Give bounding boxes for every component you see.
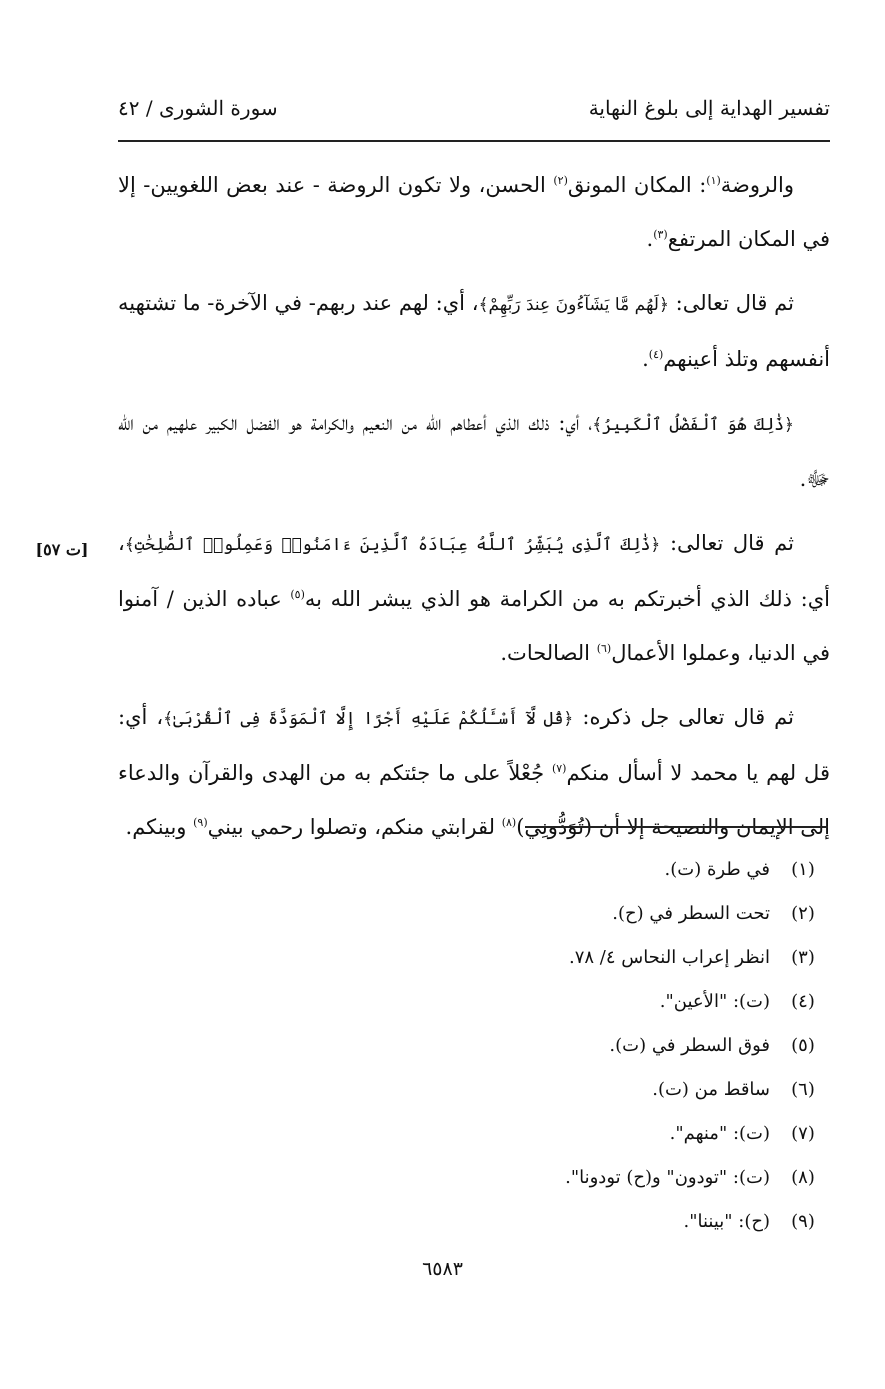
footnote-number: (١) bbox=[791, 859, 815, 880]
text-run: وبينكم. bbox=[125, 815, 194, 839]
surah-section: سورة الشورى / ٤٢ bbox=[118, 96, 278, 120]
footnote-number: (٦) bbox=[791, 1079, 815, 1100]
quran-verse: ﴿ذَٰلِكَ ٱلَّذِى يُبَشِّرُ ٱللَّهُ عِبَادَهُ ٱلَّذِينَ ءَامَنُوا۟ وَعَمِلُوا۟ ٱلصَّٰلِحَٰتِ﴾ bbox=[124, 535, 661, 555]
footnote-item bbox=[118, 1024, 828, 1068]
text-run: ، أي: ذلك الذي أعطاهم الله من النعيم والكرامة هو الفضل الكبير علهيم من الله ﷻ. bbox=[118, 411, 830, 491]
footnote-ref: (٣) bbox=[653, 228, 668, 241]
text-run: . bbox=[646, 227, 654, 251]
quran-verse: ﴿ذَٰلِكَ هُوَ ٱلْفَضْلُ ٱلْكَبِيرُ﴾ bbox=[592, 415, 794, 435]
footnote-item bbox=[118, 936, 828, 980]
footnote-ref: (١) bbox=[706, 174, 721, 187]
text-run: الحسن، ولا تكون الروضة - عند بعض اللغويين- إلا في المكان المرتفع bbox=[118, 173, 830, 251]
text-run: عباده الذين / آمنوا في الدنيا، وعملوا الأعمال bbox=[118, 587, 830, 665]
footnote-ref: (٤) bbox=[648, 348, 664, 361]
text-run: لقرابتي منكم، وتصلوا رحمي بيني bbox=[207, 815, 502, 839]
footnote-item bbox=[118, 1156, 828, 1200]
footnote-rule bbox=[525, 826, 828, 828]
footnote-ref: (٨) bbox=[501, 816, 517, 829]
footnote-text: فوق السطر في (ت). bbox=[609, 1035, 770, 1056]
footnote-ref: (٥) bbox=[290, 588, 305, 601]
footnote-item bbox=[118, 1068, 828, 1112]
footnote-number: (٧) bbox=[791, 1123, 815, 1144]
text-run: ، أي: ذلك الذي أخبرتكم به من الكرامة هو الذي يبشر الله به bbox=[118, 531, 830, 611]
paragraph bbox=[118, 276, 830, 386]
quran-verse: ﴿قُل لَّآ أَسْـَٔلُكُمْ عَلَيْهِ أَجْرًا إِلَّا ٱلْمَوَدَّةَ فِى ٱلْقُرْبَىٰ﴾ bbox=[163, 709, 574, 729]
footnote-text: في طرة (ت). bbox=[664, 859, 770, 880]
footnote-number: (٥) bbox=[791, 1035, 815, 1056]
text-run: ، أي: لهم عند ربهم- في الآخرة- ما تشتهيه أنفسهم وتلذ أعينهم bbox=[118, 291, 830, 371]
footnote-item bbox=[118, 892, 828, 936]
footnote-ref: (٢) bbox=[553, 174, 568, 187]
footnote-text: تحت السطر في (ح). bbox=[612, 903, 770, 924]
paragraph bbox=[118, 690, 830, 854]
footnote-number: (٤) bbox=[791, 991, 815, 1012]
footnote-ref: (٩) bbox=[193, 816, 208, 829]
text-run: . bbox=[642, 347, 649, 371]
footnote-text: (ت): "منهم". bbox=[669, 1123, 770, 1144]
paragraph bbox=[118, 516, 830, 680]
paragraph bbox=[118, 396, 830, 506]
text-run: ثم قال تعالى جل ذكره: bbox=[573, 705, 794, 729]
footnote-text: انظر إعراب النحاس ٤/ ٧٨. bbox=[568, 947, 770, 968]
main-text bbox=[118, 158, 830, 864]
footnote-number: (٩) bbox=[791, 1211, 815, 1232]
text-run: جُعْلاً على ما جئتكم به من الهدى والقرآن والدعاء إلى الإيمان والنصيحة إلا أن (تُوَدُّونِي) bbox=[118, 761, 830, 839]
footnote-item bbox=[118, 848, 828, 892]
paragraph bbox=[118, 158, 830, 266]
manuscript-margin-note: [ت ٥٧] bbox=[35, 540, 89, 559]
text-run: ، أي: قل لهم يا محمد لا أسأل منكم bbox=[118, 705, 830, 785]
header-rule bbox=[118, 140, 830, 142]
footnote-text: ساقط من (ت). bbox=[652, 1079, 770, 1100]
footnotes-list bbox=[118, 848, 828, 1244]
text-run: والروضة bbox=[720, 173, 794, 197]
page-number: ٦٥٨٣ bbox=[422, 1258, 463, 1280]
footnote-number: (٢) bbox=[791, 903, 815, 924]
text-run: ثم قال تعالى: bbox=[660, 531, 794, 555]
footnote-ref: (٧) bbox=[551, 762, 567, 775]
footnote-item bbox=[118, 1200, 828, 1244]
text-run: ثم قال تعالى: bbox=[668, 291, 794, 315]
running-header bbox=[118, 88, 830, 128]
book-title: تفسير الهداية إلى بلوغ النهاية bbox=[588, 96, 830, 120]
footnote-item bbox=[118, 980, 828, 1024]
footnote-number: (٣) bbox=[791, 947, 815, 968]
footnote-item bbox=[118, 1112, 828, 1156]
text-run: الصالحات. bbox=[500, 641, 597, 665]
footnote-text: (ح): "بيننا". bbox=[683, 1211, 770, 1232]
footnote-text: (ت): "الأعين". bbox=[659, 991, 770, 1012]
footnote-number: (٨) bbox=[791, 1167, 815, 1188]
footnote-text: (ت): "تودون" و(ح) تودونا". bbox=[565, 1167, 770, 1188]
quran-verse: ﴿لَهُم مَّا يَشَآءُونَ عِندَ رَبِّهِمْ﴾ bbox=[478, 295, 669, 315]
text-run: : المكان المونق bbox=[567, 173, 707, 197]
footnote-ref: (٦) bbox=[596, 642, 612, 655]
